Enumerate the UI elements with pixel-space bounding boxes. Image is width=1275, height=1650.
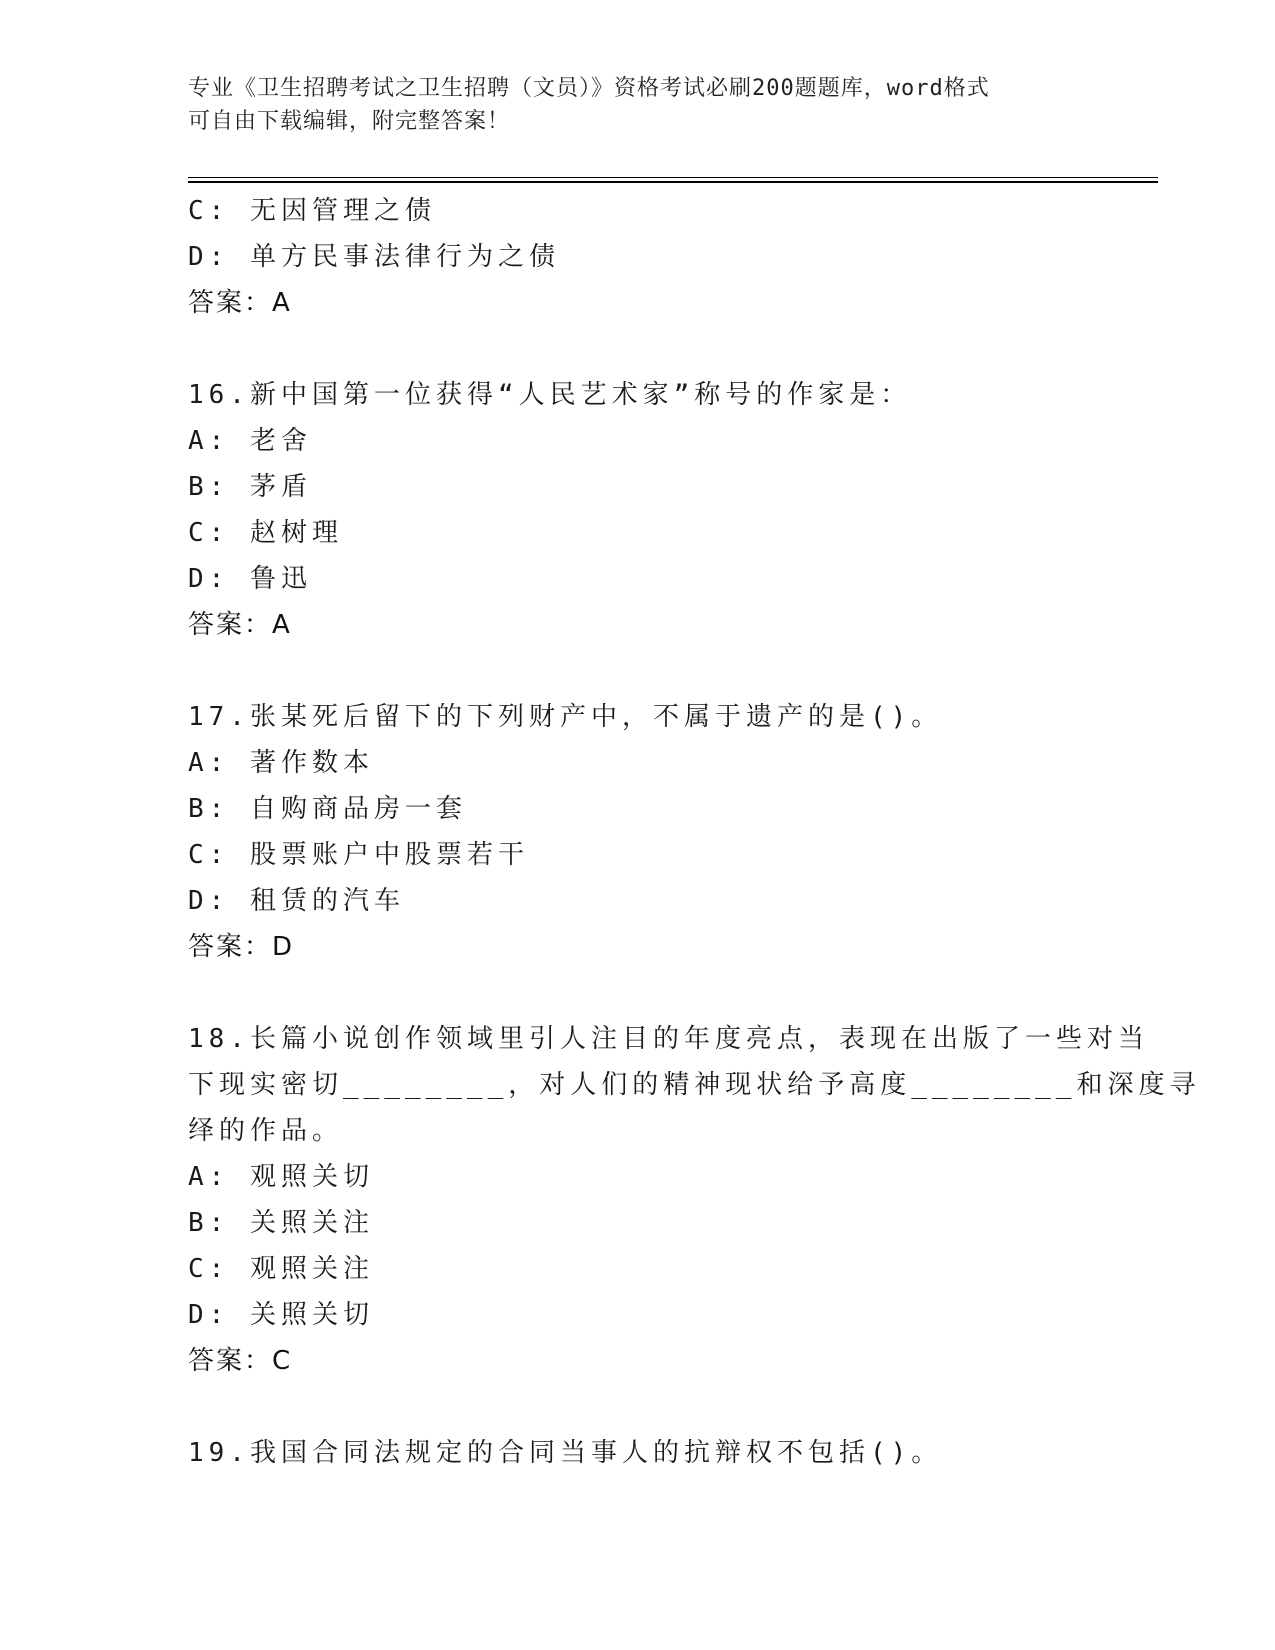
answer: 答案：A <box>188 610 292 640</box>
option-b: B: 自购商品房一套 <box>188 794 467 824</box>
question-stem-line-1: 18.长篇小说创作领域里引人注目的年度亮点，表现在出版了一些对当 <box>188 1024 1149 1054</box>
question-17 <box>188 694 1088 970</box>
option-d: D: 租赁的汽车 <box>188 886 405 916</box>
question-19 <box>188 1430 1088 1476</box>
question-stem: 16.新中国第一位获得“人民艺术家”称号的作家是： <box>188 380 912 410</box>
option-d: D: 鲁迅 <box>188 564 312 594</box>
page-header <box>188 72 1068 138</box>
option-b: B: 茅盾 <box>188 472 312 502</box>
option-d: D: 关照关切 <box>188 1300 374 1330</box>
option-a: A: 老舍 <box>188 426 312 456</box>
spacer <box>188 648 1088 694</box>
question-16 <box>188 372 1088 648</box>
header-divider-thin <box>188 177 1158 178</box>
question-stem-line-3: 绎的作品。 <box>188 1116 344 1146</box>
option-c: C: 赵树理 <box>188 518 343 548</box>
option-b: B: 关照关注 <box>188 1208 374 1238</box>
header-title-line-2: 可自由下载编辑，附完整答案！ <box>188 109 511 134</box>
question-stem: 17.张某死后留下的下列财产中，不属于遗产的是()。 <box>188 702 943 732</box>
header-title-line-1: 专业《卫生招聘考试之卫生招聘（文员）》资格考试必刷200题题库，word格式 <box>188 76 990 101</box>
spacer <box>188 326 1088 372</box>
header-divider-thick <box>188 181 1158 183</box>
answer: 答案：C <box>188 1346 293 1376</box>
option-c: C: 股票账户中股票若干 <box>188 840 529 870</box>
spacer <box>188 1384 1088 1430</box>
carryover-answer: 答案：A <box>188 288 292 318</box>
carryover-option-d: D: 单方民事法律行为之债 <box>188 242 560 272</box>
question-18 <box>188 1016 1201 1384</box>
option-c: C: 观照关注 <box>188 1254 374 1284</box>
carryover-option-c: C: 无因管理之债 <box>188 196 436 226</box>
option-a: A: 著作数本 <box>188 748 374 778</box>
question-stem: 19.我国合同法规定的合同当事人的抗辩权不包括()。 <box>188 1438 943 1468</box>
spacer <box>188 970 1088 1016</box>
option-a: A: 观照关切 <box>188 1162 374 1192</box>
question-stem-line-2: 下现实密切________，对人们的精神现状给予高度________和深度寻 <box>188 1070 1201 1100</box>
question-content <box>188 188 1201 1476</box>
answer: 答案：D <box>188 932 295 962</box>
